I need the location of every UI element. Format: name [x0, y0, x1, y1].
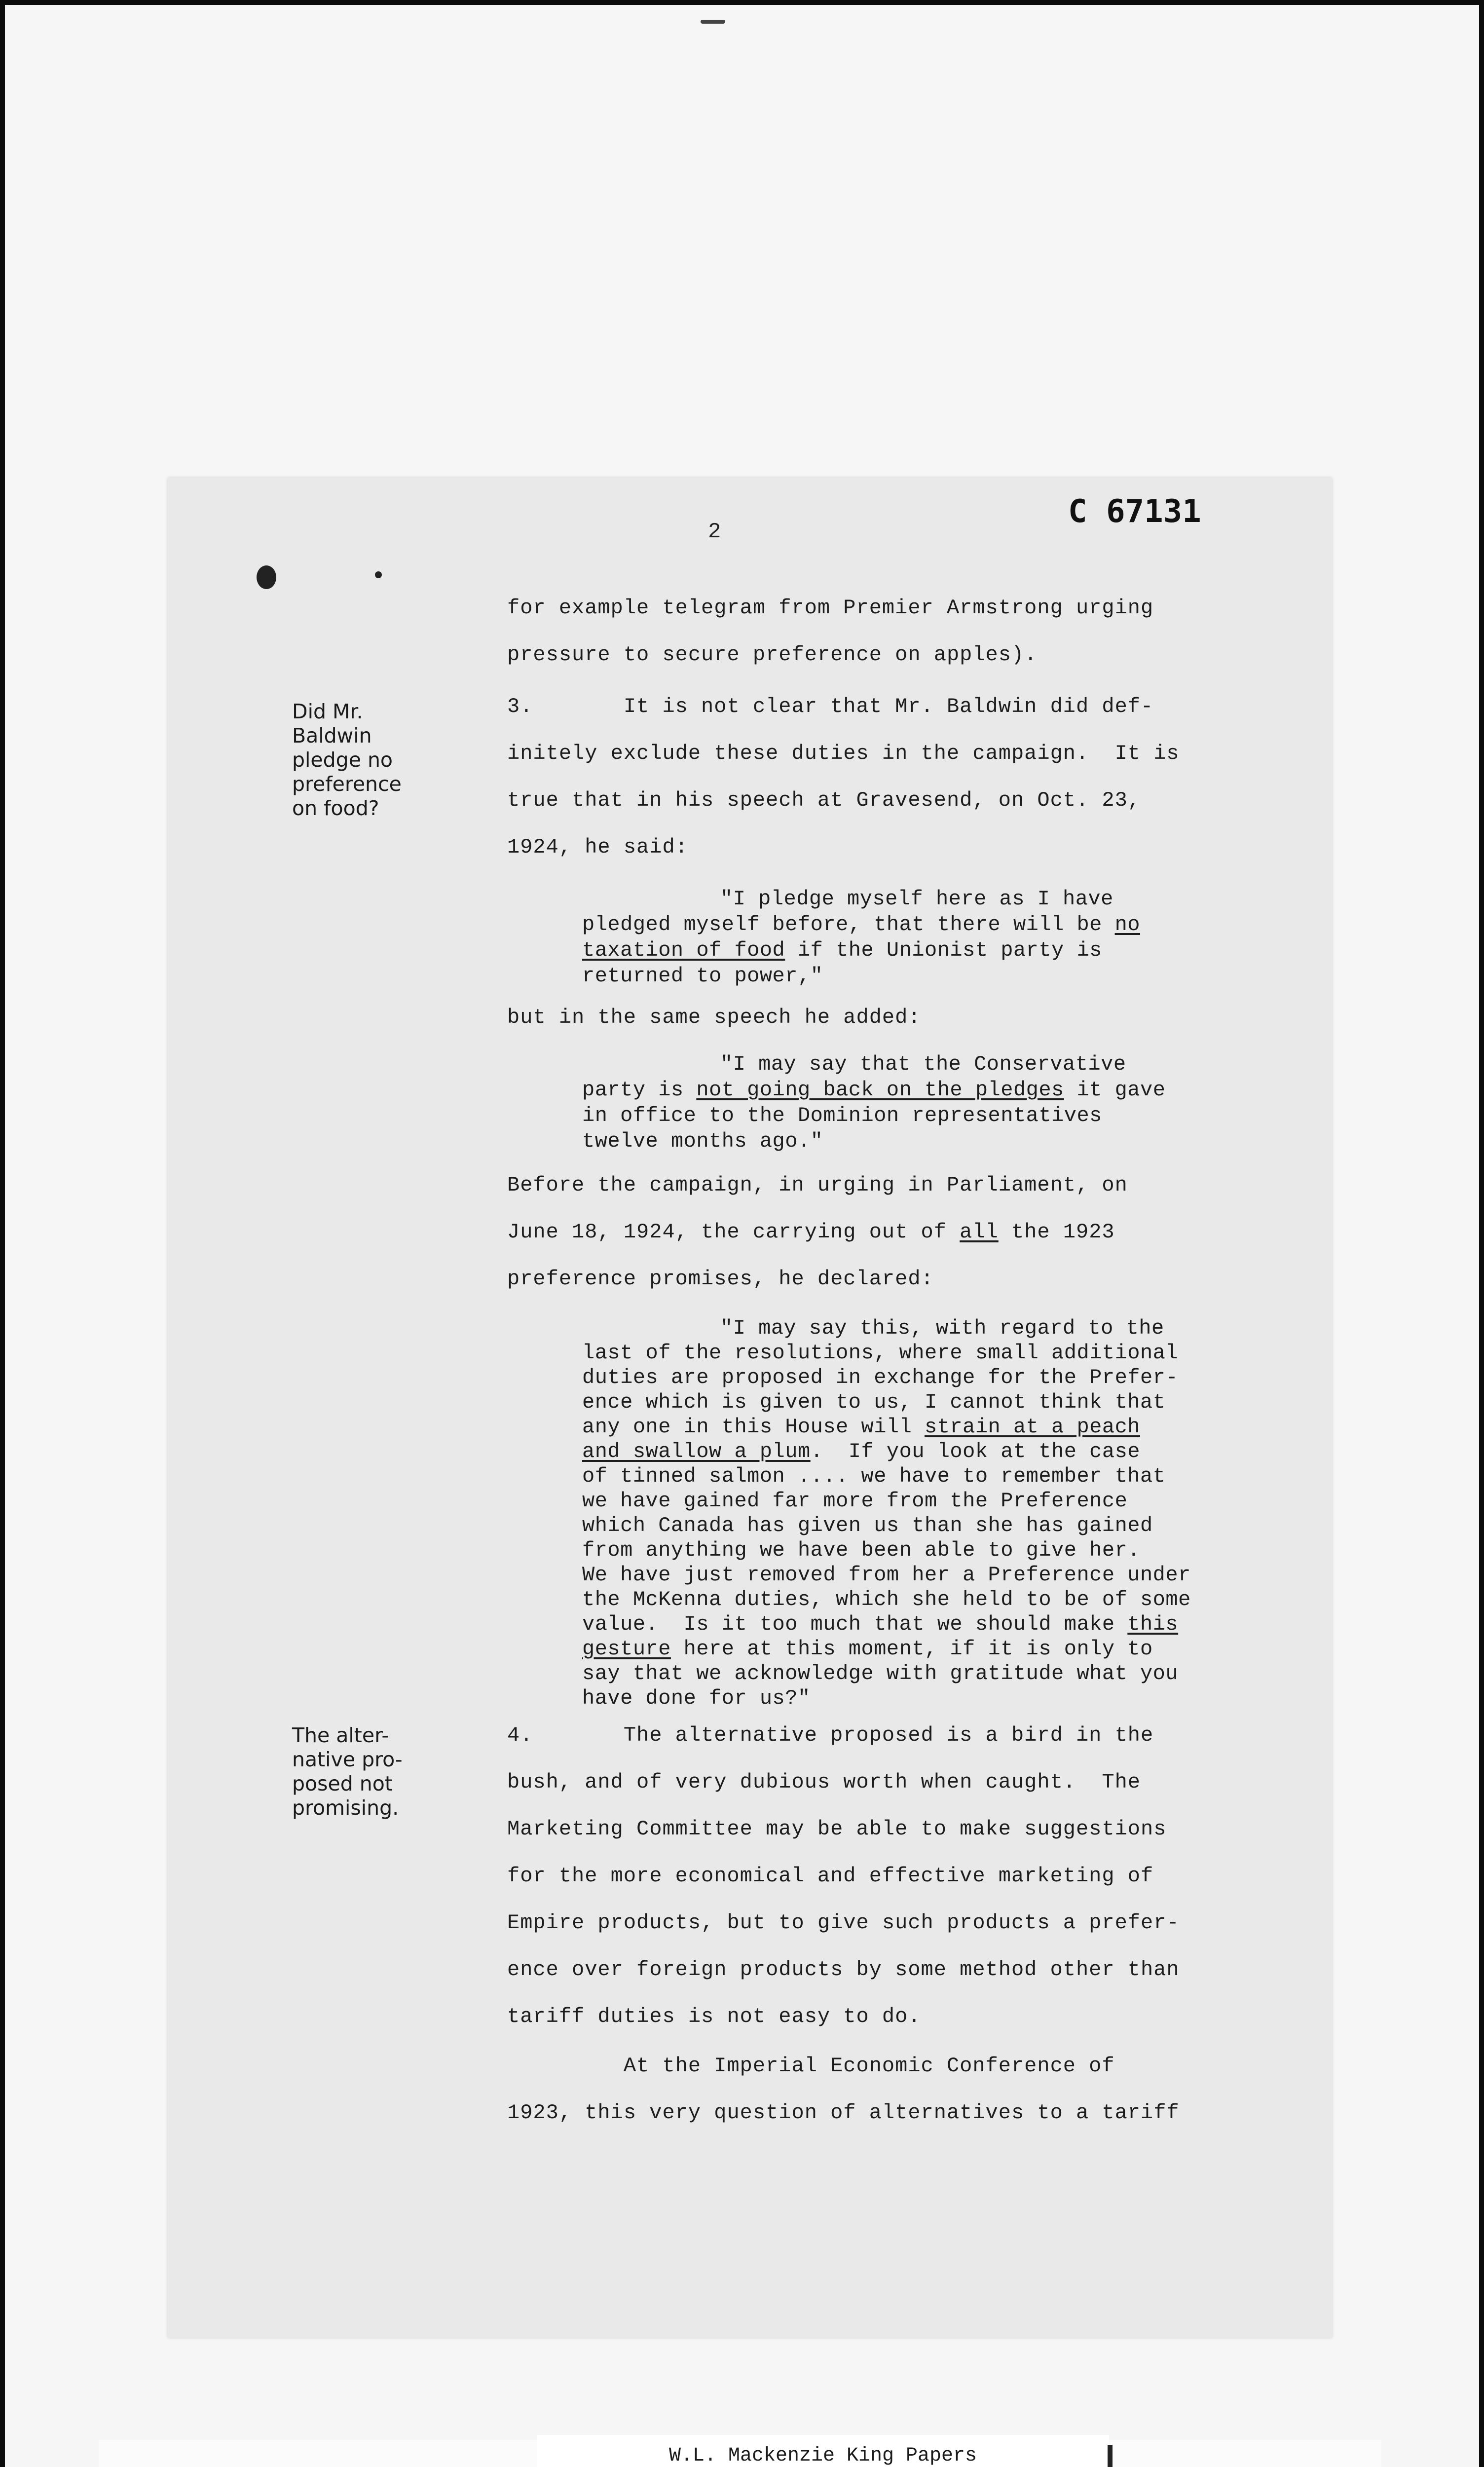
body-line: bush, and of very dubious worth when caught. The	[507, 1770, 1141, 1794]
body-line: but in the same speech he added:	[507, 1006, 921, 1029]
body-line: preference promises, he declared:	[507, 1267, 934, 1291]
body-line: 1924, he said:	[507, 835, 688, 859]
document-number: C 67131	[1068, 493, 1201, 530]
film-mark	[701, 20, 725, 24]
body-line: for the more economical and effective marketing of	[507, 1864, 1154, 1888]
quote-line: value. Is it too much that we should make this	[582, 1612, 1179, 1636]
quote-line: from anything we have been able to give her.	[582, 1538, 1140, 1562]
body-line: tariff duties is not easy to do.	[507, 2005, 921, 2028]
page-number: 2	[708, 520, 721, 544]
quote-line: say that we acknowledge with gratitude what you	[582, 1662, 1179, 1685]
body-line: for example telegram from Premier Armstrong urging	[507, 596, 1154, 620]
quote-line: and swallow a plum. If you look at the case	[582, 1440, 1140, 1463]
film-frame	[5, 5, 1479, 2467]
quote-line: in office to the Dominion representatives	[582, 1104, 1102, 1127]
quote-line: we have gained far more from the Preference	[582, 1489, 1128, 1513]
body-line: ence over foreign products by some method other than	[507, 1958, 1180, 1981]
margin-note-alternative: The alter- native pro- posed not promising.	[292, 1723, 403, 1820]
document-page	[168, 478, 1332, 2338]
body-line: true that in his speech at Gravesend, on Oct. 23,	[507, 788, 1141, 812]
quote-line: pledged myself before, that there will be no	[582, 913, 1140, 936]
body-line: June 18, 1924, the carrying out of all the 1923	[507, 1220, 1115, 1244]
body-line: Empire products, but to give such products a prefer-	[507, 1911, 1180, 1935]
body-line: 4. The alternative proposed is a bird in the	[507, 1723, 1154, 1747]
collection-label	[537, 2435, 1109, 2467]
quote-line: party is not going back on the pledges it gave	[582, 1078, 1166, 1102]
quote-line: "I may say this, with regard to the	[720, 1316, 1164, 1340]
body-line: initely exclude these duties in the campaign. It is	[507, 742, 1180, 765]
body-line: Before the campaign, in urging in Parliament, on	[507, 1173, 1128, 1197]
quote-line: taxation of food if the Unionist party is	[582, 938, 1102, 962]
quote-line: ence which is given to us, I cannot think that	[582, 1390, 1166, 1414]
quote-line: which Canada has given us than she has gained	[582, 1514, 1153, 1537]
quote-line: "I may say that the Conservative	[720, 1052, 1126, 1076]
label-bracket	[1108, 2445, 1113, 2467]
quote-line: any one in this House will strain at a peach	[582, 1415, 1140, 1439]
quote-line: of tinned salmon .... we have to remember that	[582, 1464, 1166, 1488]
margin-note-baldwin-pledge: Did Mr. Baldwin pledge no preference on food?	[292, 700, 402, 820]
quote-line: twelve months ago."	[582, 1129, 823, 1153]
quote-line: returned to power,"	[582, 964, 823, 988]
quote-line: "I pledge myself here as I have	[720, 887, 1113, 911]
punch-hole-mark	[257, 565, 276, 589]
quote-line: duties are proposed in exchange for the Prefer-	[582, 1366, 1179, 1389]
collection-name: W.L. Mackenzie King Papers	[668, 2445, 977, 2467]
body-line: At the Imperial Economic Conference of	[507, 2054, 1115, 2078]
quote-line: last of the resolutions, where small additional	[582, 1341, 1179, 1365]
body-line: 1923, this very question of alternatives to a tariff	[507, 2101, 1180, 2125]
quote-line: We have just removed from her a Preference under	[582, 1563, 1191, 1587]
body-line: pressure to secure preference on apples).	[507, 643, 1038, 667]
body-line: 3. It is not clear that Mr. Baldwin did def-	[507, 695, 1154, 718]
ink-speck	[375, 571, 382, 578]
quote-line: the McKenna duties, which she held to be of some	[582, 1588, 1191, 1611]
quote-line: have done for us?"	[582, 1686, 811, 1710]
quote-line: gesture here at this moment, if it is only to	[582, 1637, 1153, 1661]
body-line: Marketing Committee may be able to make suggestions	[507, 1817, 1167, 1841]
